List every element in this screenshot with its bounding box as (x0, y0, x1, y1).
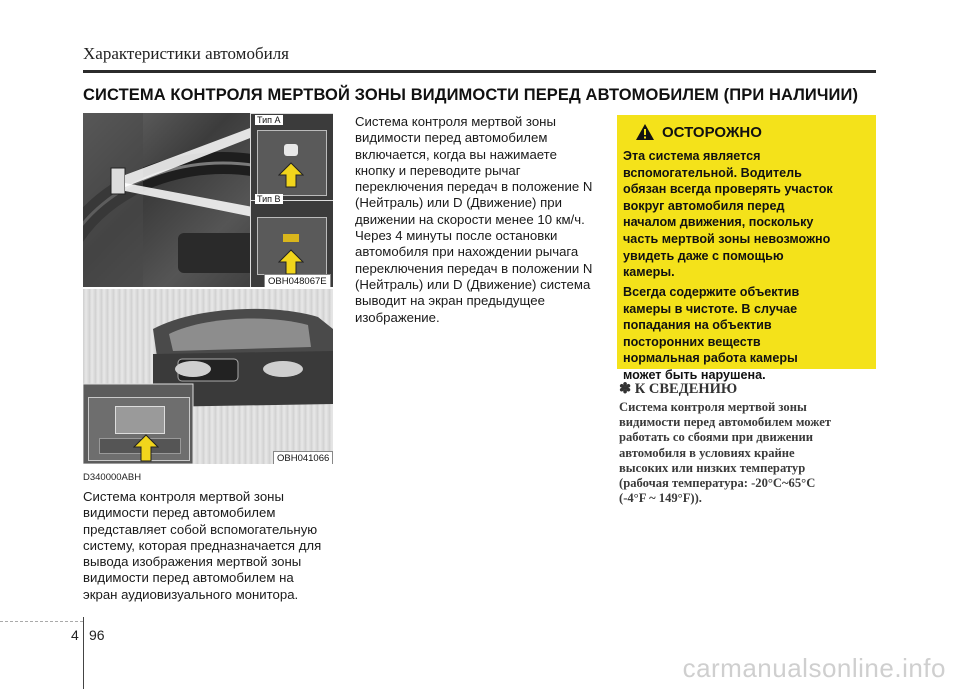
text-line: автомобиля при нахождении рычага (355, 244, 579, 260)
text-line: камеры. (623, 265, 675, 280)
text-line: нормальная работа камеры (623, 351, 798, 366)
text-line: вспомогательной. Водитель (623, 165, 802, 180)
text-line: обязан всегда проверять участок (623, 182, 833, 197)
image-code: OBH041066 (273, 451, 333, 464)
arrow-up-icon (278, 162, 304, 188)
text-line: экран аудиовизуального монитора. (83, 586, 299, 602)
text-line: высоких или низких температур (619, 460, 806, 475)
text-line: Система контроля мертвой зоны (83, 489, 284, 504)
text-line: видимости перед автомобилем (83, 505, 276, 521)
page-number: 96 (89, 627, 105, 643)
monitor-screen (115, 406, 165, 434)
text-line: выводит на экран предыдущее (355, 293, 545, 309)
text-line: движении на скорости менее 10 км/ч. (355, 211, 585, 227)
indicator-icon (283, 234, 299, 242)
text-line: включается, когда вы нажимаете (355, 146, 557, 162)
text-line: увидеть даже с помощью (623, 248, 784, 263)
type-a-label: Тип A (257, 115, 281, 125)
footer-divider (83, 617, 84, 689)
section-title: СИСТЕМА КОНТРОЛЯ МЕРТВОЙ ЗОНЫ ВИДИМОСТИ ПЕРЕД АВТОМОБИЛЕМ (ПРИ НАЛИЧИИ) (83, 86, 859, 104)
text-line: может быть нарушена. (623, 367, 766, 382)
text-line: изображение. (355, 309, 440, 325)
text-line: вывода изображения мертвой зоны (83, 554, 302, 570)
text-line: посторонних веществ (623, 334, 761, 349)
text-line: представляет собой вспомогательную (83, 521, 318, 537)
text-line: видимости перед автомобилем может (619, 415, 832, 430)
text-line: камеры в чистоте. В случае (623, 301, 798, 316)
text-line: переключения передач в положение N (355, 179, 593, 195)
arrow-up-icon (133, 434, 159, 462)
text-line: систему, которая предназначается для (83, 537, 322, 553)
left-paragraph (83, 489, 333, 603)
screen-inset-type-a (250, 113, 333, 202)
header-title: Характеристики автомобиля (83, 44, 289, 63)
text-line: Через 4 минуты после остановки (355, 228, 558, 244)
warning-icon (635, 123, 655, 141)
text-line: видимости перед автомобилем на (83, 570, 294, 586)
warning-box (617, 115, 876, 382)
note-title: ✽ К СВЕДЕНИЮ (619, 381, 738, 397)
text-line: (Нейтраль) или D (Движение) система (355, 276, 591, 292)
text-line: Всегда содержите объектив (623, 285, 800, 299)
arrow-up-icon (278, 249, 304, 275)
steering-wheel-image (83, 113, 333, 287)
header-rule (83, 70, 876, 73)
text-line: попадания на объектив (623, 318, 772, 333)
watermark: carmanualsonline.info (682, 653, 946, 683)
warning-paragraph-2 (623, 284, 869, 384)
chapter-number: 4 (71, 627, 79, 643)
car-front-image (83, 289, 333, 464)
text-line: работать со сбоями при движении (619, 430, 814, 445)
text-line: Эта система является (623, 149, 761, 163)
car-icon (284, 144, 298, 156)
warning-title: ОСТОРОЖНО (662, 124, 762, 141)
warning-paragraph-1 (623, 148, 869, 281)
text-line: (-4°F ~ 149°F)). (619, 491, 702, 506)
type-b-label: Тип B (257, 194, 281, 204)
text-line: Система контроля мертвой зоны (355, 114, 556, 129)
text-line: видимости перед автомобилем (355, 130, 548, 146)
text-line: часть мертвой зоны невозможно (623, 231, 831, 246)
text-line: (рабочая температура: -20°C~65°C (619, 476, 816, 491)
section-code: D340000ABH (83, 472, 142, 483)
footer-dashed-line (0, 621, 83, 622)
text-line: (Нейтраль) или D (Движение) при (355, 195, 562, 211)
text-line: вокруг автомобиля перед (623, 198, 785, 213)
note-paragraph (619, 400, 877, 506)
text-line: началом движения, поскольку (623, 215, 814, 230)
text-line: кнопку и переводите рычаг (355, 162, 521, 178)
text-line: автомобиля в условиях крайне (619, 445, 795, 460)
middle-paragraph (355, 114, 604, 326)
text-line: переключения передач в положении N (355, 260, 593, 276)
image-code: OBH048067E (264, 274, 331, 287)
text-line: Система контроля мертвой зоны (619, 400, 807, 414)
